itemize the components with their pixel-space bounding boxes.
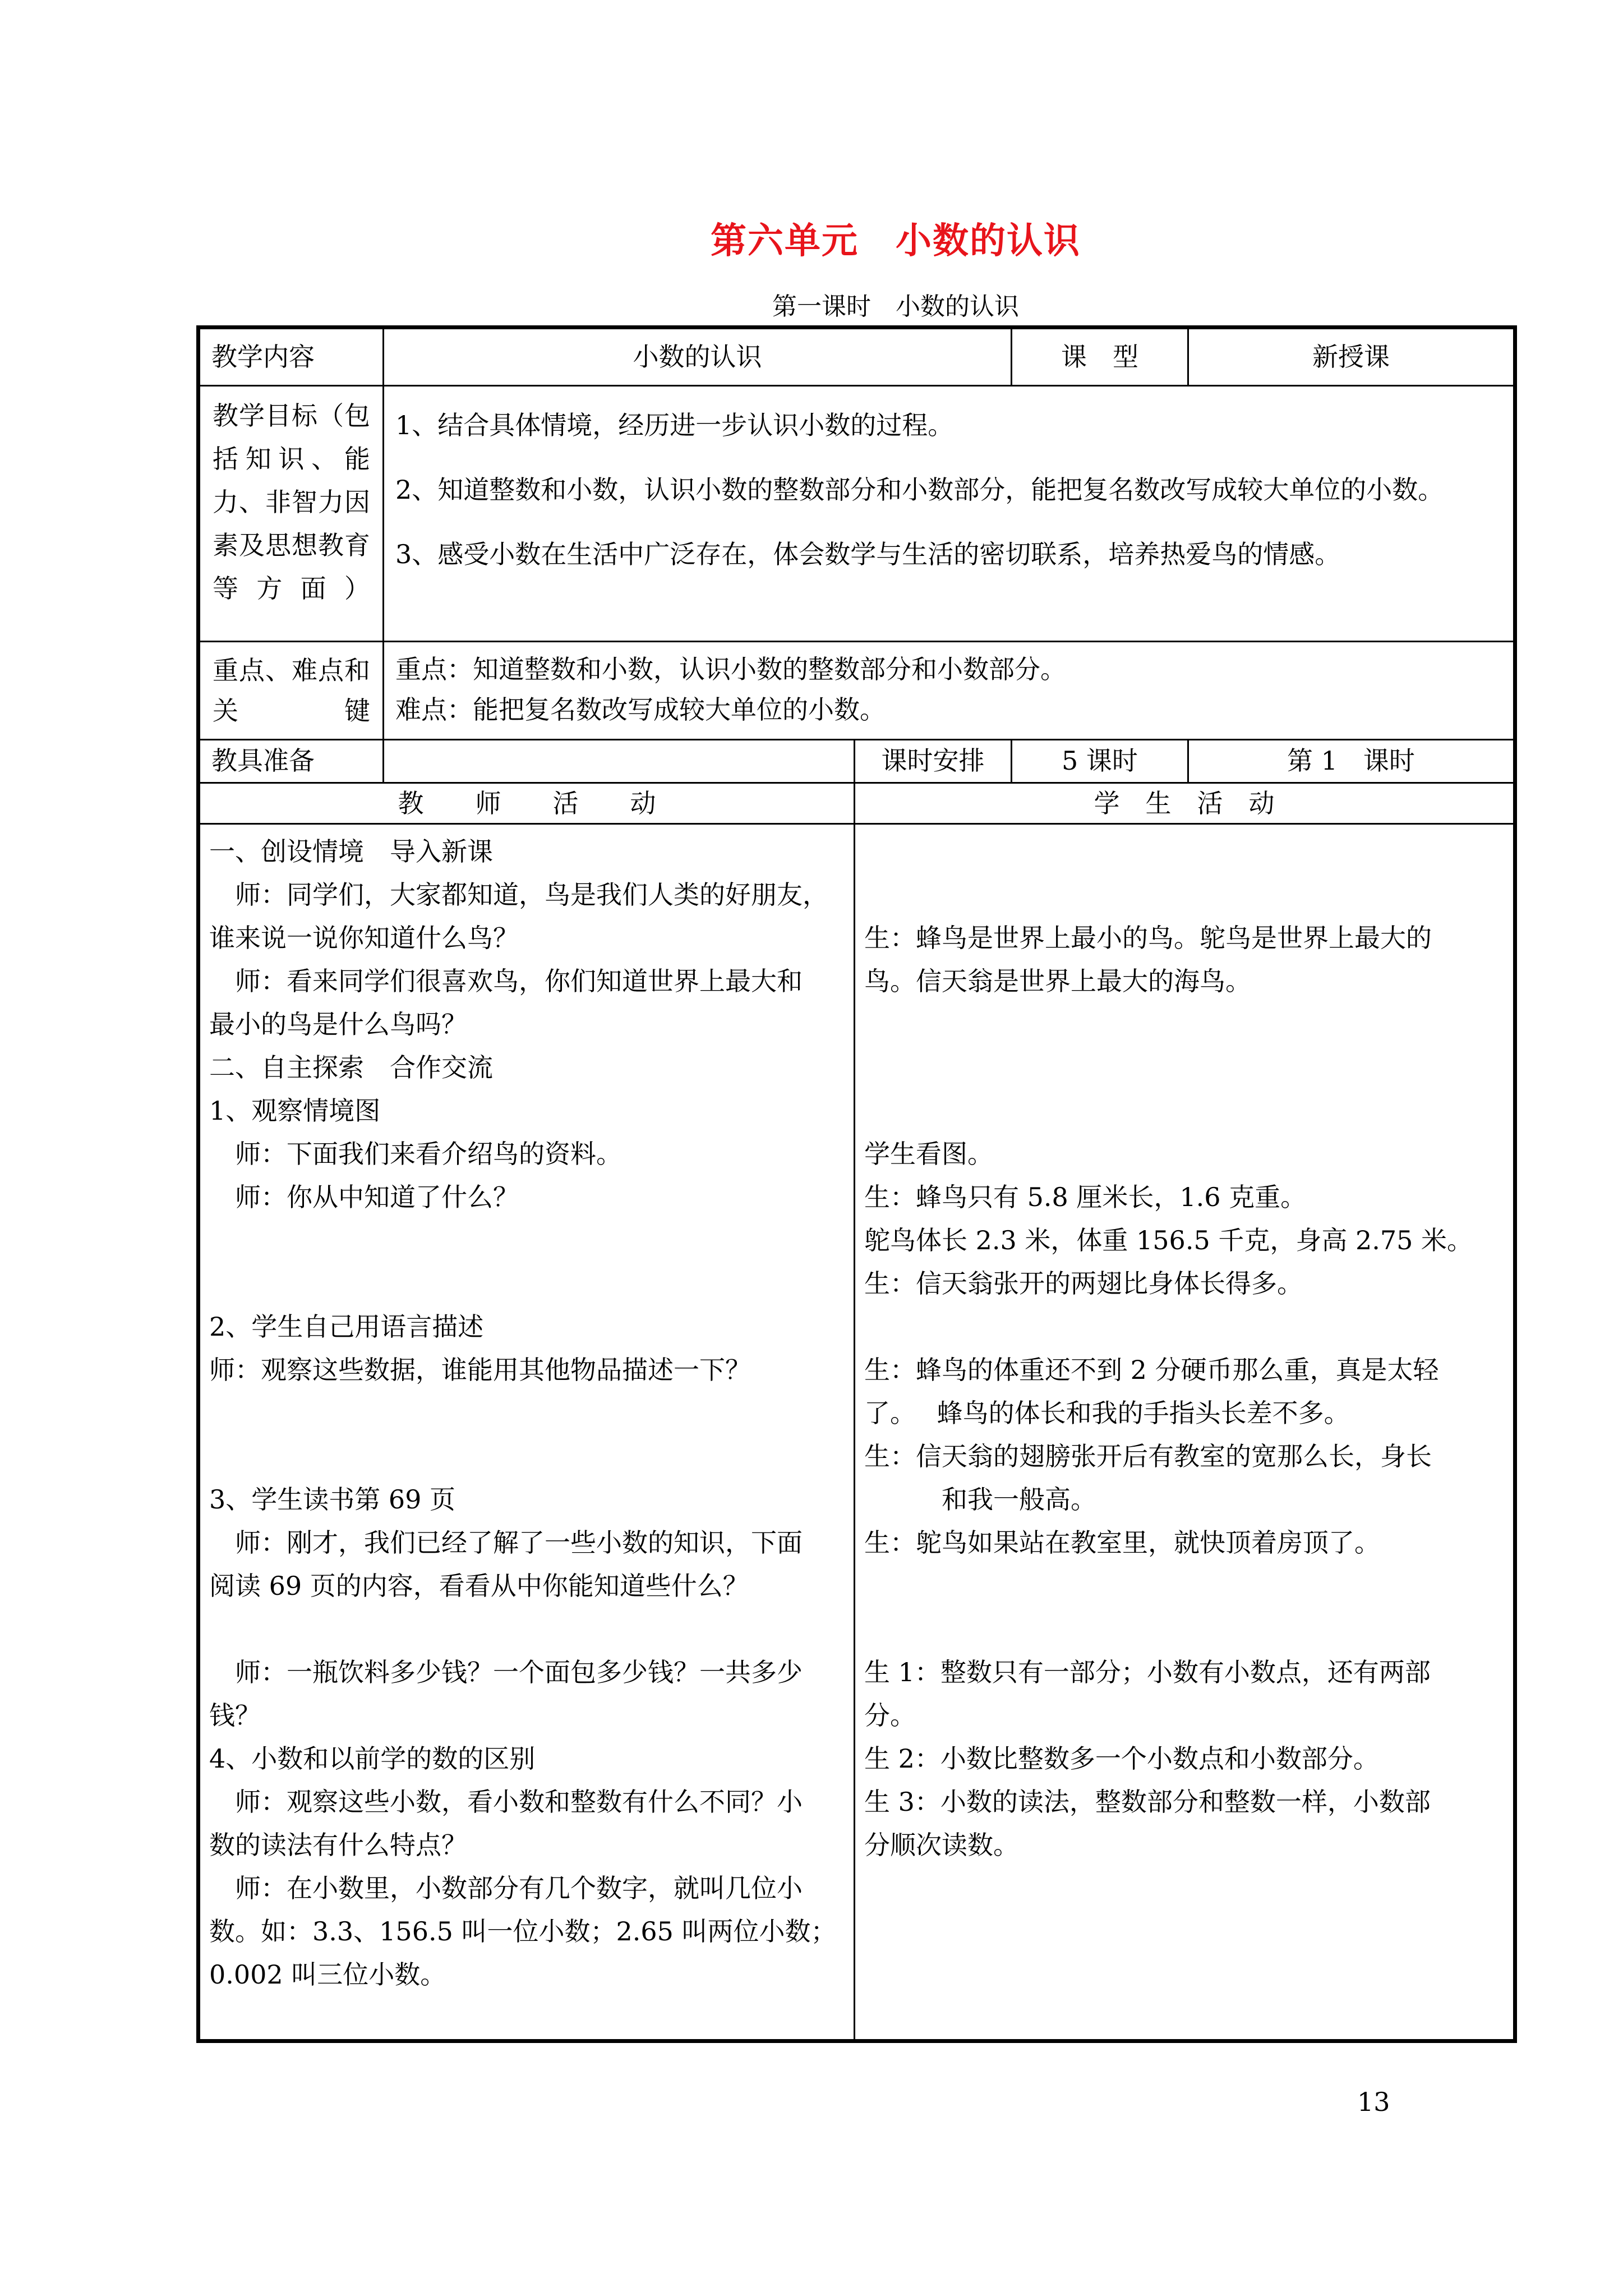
teacher-line <box>209 1435 845 1478</box>
student-line <box>864 1046 1504 1089</box>
goal-item: 3、感受小数在生活中广泛存在，体会数学与生活的密切联系，培养热爱鸟的情感。 <box>395 539 1341 569</box>
teacher-activity-header: 教 师 活 动 <box>199 783 855 823</box>
student-line: 生：信天翁的翅膀张开后有教室的宽那么长，身长 <box>864 1441 1432 1471</box>
teacher-line: 最小的鸟是什么鸟吗？ <box>209 1009 467 1039</box>
schedule-label: 课时安排 <box>855 740 1012 783</box>
teacher-line: 师：看来同学们很喜欢鸟，你们知道世界上最大和 <box>209 965 803 996</box>
student-line: 鸟。信天翁是世界上最大的海鸟。 <box>864 965 1251 996</box>
focus-text: 重点：知道整数和小数，认识小数的整数部分和小数部分。 <box>395 654 1066 684</box>
student-line: 分。 <box>864 1700 916 1731</box>
teacher-line: 师：在小数里，小数部分有几个数字，就叫几位小 <box>209 1872 803 1903</box>
student-line: 了。 蜂鸟的体长和我的手指头长差不多。 <box>864 1397 1350 1428</box>
activity-content-row <box>199 823 1515 2041</box>
goals-row <box>199 386 1515 642</box>
teacher-line: 师：观察这些小数，看小数和整数有什么不同？小 <box>209 1786 803 1817</box>
goals-content <box>384 386 1515 642</box>
content-value: 小数的认识 <box>384 328 1012 386</box>
student-line: 生 1：整数只有一部分；小数有小数点，还有两部 <box>864 1657 1431 1687</box>
teacher-line: 钱？ <box>209 1700 261 1731</box>
lesson-subtitle: 第一课时 小数的认识 <box>772 292 1019 321</box>
activity-header-row <box>199 783 1515 823</box>
type-value: 新授课 <box>1188 328 1515 386</box>
goal-item: 2、知道整数和小数，认识小数的整数部分和小数部分，能把复名数改写成较大单位的小数。 <box>395 475 1444 505</box>
teacher-line: 2、学生自己用语言描述 <box>209 1311 484 1342</box>
unit-title: 第六单元 小数的认识 <box>711 220 1081 262</box>
content-label: 教学内容 <box>199 328 384 386</box>
student-line: 生：鸵鸟如果站在教室里，就快顶着房顶了。 <box>864 1527 1380 1558</box>
student-line: 鸵鸟体长 2.3 米，体重 156.5 千克，身高 2.75 米。 <box>864 1225 1473 1255</box>
schedule-value: 5 课时 <box>1012 740 1188 783</box>
student-line: 生：蜂鸟的体重还不到 2 分硬币那么重，真是太轻 <box>864 1354 1439 1385</box>
teacher-activity-cell <box>199 823 855 2041</box>
key-points-row <box>199 642 1515 740</box>
difficulty-text: 难点：能把复名数改写成较大单位的小数。 <box>395 694 886 725</box>
student-activity-text <box>864 830 1504 1867</box>
student-line: 生：蜂鸟只有 5.8 厘米长，1.6 克重。 <box>864 1181 1307 1212</box>
student-line: 生 3：小数的读法，整数部分和整数一样，小数部 <box>864 1786 1431 1817</box>
teacher-line: 师：一瓶饮料多少钱？一个面包多少钱？一共多少 <box>209 1657 803 1687</box>
teacher-line: 师：观察这些数据，谁能用其他物品描述一下？ <box>209 1354 751 1385</box>
teacher-line: 师：同学们，大家都知道，鸟是我们人类的好朋友， <box>209 879 828 910</box>
lesson-plan-table <box>196 325 1517 2043</box>
teacher-line: 谁来说一说你知道什么鸟？ <box>209 922 519 953</box>
teacher-line: 1、观察情境图 <box>209 1095 381 1126</box>
student-line: 和我一般高。 <box>864 1484 1096 1515</box>
teacher-line: 师：你从中知道了什么？ <box>209 1181 519 1212</box>
content-row <box>199 328 1515 386</box>
student-line <box>864 1305 1504 1349</box>
student-line <box>864 873 1504 917</box>
student-line: 生：蜂鸟是世界上最小的鸟。鸵鸟是世界上最大的 <box>864 922 1432 953</box>
teacher-line: 数。如：3.3、156.5 叫一位小数；2.65 叫两位小数； <box>209 1916 837 1947</box>
teacher-line: 一、创设情境 导入新课 <box>209 836 493 867</box>
student-line <box>864 1565 1504 1608</box>
student-activity-cell <box>855 823 1515 2041</box>
teacher-activity-text <box>209 830 845 1996</box>
teacher-line: 3、学生读书第 69 页 <box>209 1484 456 1515</box>
student-line <box>864 1608 1504 1651</box>
teacher-line <box>209 1219 845 1262</box>
goal-item: 1、结合具体情境，经历进一步认识小数的过程。 <box>395 410 954 440</box>
student-line <box>864 1003 1504 1046</box>
student-line: 分顺次读数。 <box>864 1829 1019 1860</box>
lesson-number: 第 1 课时 <box>1188 740 1515 783</box>
teacher-line: 师：刚才，我们已经了解了一些小数的知识，下面 <box>209 1527 803 1558</box>
type-label: 课 型 <box>1012 328 1188 386</box>
student-line: 学生看图。 <box>864 1138 993 1169</box>
teacher-line: 二、自主探索 合作交流 <box>209 1052 493 1083</box>
teacher-line: 阅读 69 页的内容，看看从中你能知道些什么？ <box>209 1570 749 1601</box>
student-line <box>864 1089 1504 1133</box>
goals-label: 教学目标（包括知识、能力、非智力因素及思想教育等方面） <box>199 386 384 642</box>
teacher-line: 4、小数和以前学的数的区别 <box>209 1743 536 1774</box>
prep-label: 教具准备 <box>199 740 384 783</box>
key-points-content <box>384 642 1515 740</box>
page-number: 13 <box>1357 2087 1390 2117</box>
student-line: 生：信天翁张开的两翅比身体长得多。 <box>864 1268 1303 1299</box>
teacher-line <box>209 1392 845 1435</box>
prep-row <box>199 740 1515 783</box>
student-line <box>864 830 1504 873</box>
teacher-line: 0.002 叫三位小数。 <box>209 1959 446 1990</box>
prep-value <box>384 740 855 783</box>
teacher-line: 数的读法有什么特点？ <box>209 1829 467 1860</box>
teacher-line <box>209 1262 845 1305</box>
student-activity-header: 学 生 活 动 <box>855 783 1515 823</box>
key-points-label: 重点、难点和关键 <box>199 642 384 740</box>
teacher-line: 师：下面我们来看介绍鸟的资料。 <box>209 1138 622 1169</box>
student-line: 生 2：小数比整数多一个小数点和小数部分。 <box>864 1743 1379 1774</box>
teacher-line <box>209 1608 845 1651</box>
